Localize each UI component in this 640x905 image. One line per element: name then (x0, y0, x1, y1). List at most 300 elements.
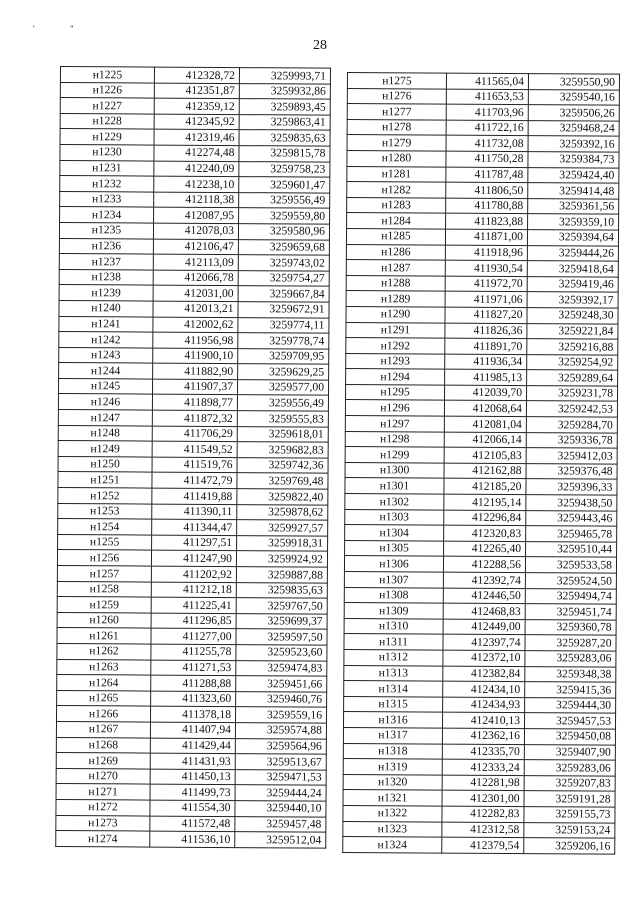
y-coordinate-cell: 3259758,23 (239, 161, 330, 177)
table-row (344, 618, 616, 635)
table-row (60, 113, 330, 130)
x-coordinate-cell: 412319,46 (154, 129, 239, 145)
y-coordinate-cell: 3259510,44 (526, 541, 617, 557)
coordinates-table-left (55, 66, 331, 848)
table-row (60, 82, 330, 99)
y-coordinate-cell: 3259993,71 (239, 68, 330, 84)
x-coordinate-cell: 412002,62 (153, 317, 238, 333)
table-row (347, 88, 619, 105)
x-coordinate-cell: 412382,84 (443, 666, 525, 682)
table-row (59, 222, 329, 239)
y-coordinate-cell: 3259580,96 (238, 224, 329, 240)
table-row (60, 129, 330, 146)
table-row (58, 472, 328, 489)
table-row (346, 369, 618, 386)
point-id-cell: н1270 (56, 768, 150, 784)
y-coordinate-cell: 3259283,06 (525, 651, 616, 667)
table-row (59, 347, 329, 364)
x-coordinate-cell: 412434,93 (443, 697, 525, 713)
x-coordinate-cell: 412066,78 (153, 270, 238, 286)
point-id-cell: н1312 (344, 649, 443, 665)
x-coordinate-cell: 412333,24 (442, 759, 524, 775)
point-id-cell: н1272 (56, 799, 150, 815)
table-row (347, 213, 619, 230)
point-id-cell: н1228 (60, 113, 154, 129)
point-id-cell: н1238 (59, 269, 153, 285)
x-coordinate-cell: 411972,70 (445, 276, 527, 292)
point-id-cell: н1314 (344, 681, 443, 697)
y-coordinate-cell: 3259283,06 (524, 760, 615, 776)
point-id-cell: н1258 (57, 581, 151, 597)
point-id-cell: н1310 (344, 618, 443, 634)
point-id-cell: н1257 (57, 565, 151, 581)
table-row (56, 768, 326, 785)
x-coordinate-cell: 412312,58 (442, 822, 524, 838)
x-coordinate-cell: 412397,74 (443, 634, 525, 650)
table-row (345, 384, 617, 401)
y-coordinate-cell: 3259465,78 (526, 526, 617, 542)
point-id-cell: н1247 (58, 410, 152, 426)
x-coordinate-cell: 412372,10 (443, 650, 525, 666)
y-coordinate-cell: 3259774,11 (238, 317, 329, 333)
table-row (59, 363, 329, 380)
table-row (344, 681, 616, 698)
x-coordinate-cell: 411431,93 (150, 753, 235, 769)
point-id-cell: н1271 (56, 784, 150, 800)
table-row (60, 160, 330, 177)
x-coordinate-cell: 412328,72 (154, 67, 239, 83)
x-coordinate-cell: 411732,08 (446, 135, 528, 151)
point-id-cell: н1250 (58, 456, 152, 472)
x-coordinate-cell: 411519,76 (152, 457, 237, 473)
table-row (58, 394, 328, 411)
table-row (57, 628, 327, 645)
y-coordinate-cell: 3259359,10 (528, 214, 619, 230)
x-coordinate-cell: 411872,32 (152, 410, 237, 426)
y-coordinate-cell: 3259457,48 (235, 816, 326, 832)
x-coordinate-cell: 411565,04 (446, 73, 528, 89)
table-row (56, 737, 326, 754)
y-coordinate-cell: 3259424,40 (528, 167, 619, 183)
table-row (345, 494, 617, 511)
scan-mark: " (70, 24, 74, 34)
x-coordinate-cell: 411930,54 (445, 260, 527, 276)
table-row (60, 98, 330, 115)
table-row (345, 478, 617, 495)
table-row (57, 675, 327, 692)
y-coordinate-cell: 3259153,24 (524, 822, 615, 838)
point-id-cell: н1234 (60, 207, 154, 223)
x-coordinate-cell: 412238,10 (154, 176, 239, 192)
table-row (57, 565, 327, 582)
y-coordinate-cell: 3259863,41 (239, 114, 330, 130)
x-coordinate-cell: 411722,16 (446, 120, 528, 136)
point-id-cell: н1276 (347, 88, 446, 104)
point-id-cell: н1300 (345, 462, 444, 478)
x-coordinate-cell: 412301,00 (442, 790, 524, 806)
y-coordinate-cell: 3259878,62 (237, 504, 328, 520)
table-row (58, 456, 328, 473)
point-id-cell: н1281 (347, 166, 446, 182)
point-id-cell: н1261 (57, 628, 151, 644)
x-coordinate-cell: 411827,20 (445, 307, 527, 323)
y-coordinate-cell: 3259601,47 (239, 177, 330, 193)
y-coordinate-cell: 3259460,76 (236, 691, 327, 707)
x-coordinate-cell: 412335,70 (442, 744, 524, 760)
y-coordinate-cell: 3259815,78 (239, 146, 330, 162)
x-coordinate-cell: 411823,88 (446, 213, 528, 229)
table-row (56, 784, 326, 801)
y-coordinate-cell: 3259419,46 (527, 276, 618, 292)
y-coordinate-cell: 3259348,38 (525, 666, 616, 682)
table-row (346, 338, 618, 355)
table-row (343, 774, 615, 791)
table-row (345, 540, 617, 557)
y-coordinate-cell: 3259474,83 (236, 660, 327, 676)
y-coordinate-cell: 3259191,28 (524, 791, 615, 807)
table-row (58, 410, 328, 427)
y-coordinate-cell: 3259743,02 (238, 255, 329, 271)
point-id-cell: н1289 (346, 291, 445, 307)
point-id-cell: н1267 (56, 721, 150, 737)
table-row (343, 790, 615, 807)
x-coordinate-cell: 411750,28 (446, 151, 528, 167)
point-id-cell: н1283 (347, 197, 446, 213)
table-row (343, 759, 615, 776)
table-row (343, 712, 615, 729)
y-coordinate-cell: 3259412,03 (526, 448, 617, 464)
x-coordinate-cell: 411891,70 (445, 338, 527, 354)
point-id-cell: н1292 (346, 338, 445, 354)
x-coordinate-cell: 412392,74 (443, 572, 525, 588)
x-coordinate-cell: 411277,00 (151, 628, 236, 644)
y-coordinate-cell: 3259667,84 (238, 286, 329, 302)
y-coordinate-cell: 3259742,36 (237, 457, 328, 473)
y-coordinate-cell: 3259451,66 (236, 676, 327, 692)
y-coordinate-cell: 3259242,53 (526, 401, 617, 417)
table-row (344, 587, 616, 604)
table-row (57, 581, 327, 598)
x-coordinate-cell: 411871,00 (445, 229, 527, 245)
point-id-cell: н1226 (60, 82, 154, 98)
table-row (57, 690, 327, 707)
table-row (59, 285, 329, 302)
point-id-cell: н1273 (56, 815, 150, 831)
y-coordinate-cell: 3259457,53 (524, 713, 615, 729)
table-row (58, 378, 328, 395)
point-id-cell: н1306 (344, 556, 443, 572)
table-row (344, 696, 616, 713)
x-coordinate-cell: 412410,13 (442, 712, 524, 728)
table-row (59, 316, 329, 333)
point-id-cell: н1301 (345, 478, 444, 494)
x-coordinate-cell: 412087,95 (154, 207, 239, 223)
table-row (58, 519, 328, 536)
x-coordinate-cell: 411297,51 (152, 535, 237, 551)
x-coordinate-cell: 412434,10 (443, 681, 525, 697)
y-coordinate-cell: 3259450,08 (524, 729, 615, 745)
x-coordinate-cell: 411271,53 (151, 660, 236, 676)
table-row (57, 612, 327, 629)
y-coordinate-cell: 3259524,50 (525, 573, 616, 589)
x-coordinate-cell: 412185,20 (444, 479, 526, 495)
table-row (59, 332, 329, 349)
y-coordinate-cell: 3259440,10 (235, 800, 326, 816)
x-coordinate-cell: 412281,98 (442, 775, 524, 791)
point-id-cell: н1240 (59, 300, 153, 316)
y-coordinate-cell: 3259887,88 (236, 567, 327, 583)
y-coordinate-cell: 3259231,78 (526, 385, 617, 401)
table-row (56, 815, 326, 832)
point-id-cell: н1280 (347, 150, 446, 166)
table-row (346, 228, 618, 245)
y-coordinate-cell: 3259418,64 (527, 261, 618, 277)
x-coordinate-cell: 411653,53 (446, 89, 528, 105)
y-coordinate-cell: 3259287,20 (525, 635, 616, 651)
y-coordinate-cell: 3259396,33 (526, 479, 617, 495)
point-id-cell: н1315 (344, 696, 443, 712)
x-coordinate-cell: 411247,90 (151, 550, 236, 566)
table-row (344, 571, 616, 588)
point-id-cell: н1230 (60, 144, 154, 160)
y-coordinate-cell: 3259360,78 (525, 619, 616, 635)
table-row (60, 191, 330, 208)
x-coordinate-cell: 411554,30 (150, 800, 235, 816)
table-row (57, 597, 327, 614)
point-id-cell: н1322 (343, 805, 442, 821)
table-row (347, 150, 619, 167)
y-coordinate-cell: 3259822,40 (237, 489, 328, 505)
y-coordinate-cell: 3259155,73 (524, 807, 615, 823)
table-row (57, 659, 327, 676)
x-coordinate-cell: 411378,18 (150, 706, 235, 722)
table-body (343, 73, 620, 854)
x-coordinate-cell: 411202,92 (151, 566, 236, 582)
point-id-cell: н1241 (59, 316, 153, 332)
x-coordinate-cell: 411390,11 (152, 504, 237, 520)
table-row (343, 727, 615, 744)
table-row (344, 665, 616, 682)
point-id-cell: н1229 (60, 129, 154, 145)
x-coordinate-cell: 411549,52 (152, 441, 237, 457)
x-coordinate-cell: 412362,16 (442, 728, 524, 744)
y-coordinate-cell: 3259444,26 (527, 245, 618, 261)
table-row (347, 166, 619, 183)
y-coordinate-cell: 3259835,63 (239, 130, 330, 146)
table-row (343, 837, 615, 854)
x-coordinate-cell: 411429,44 (150, 738, 235, 754)
table-row (345, 431, 617, 448)
point-id-cell: н1245 (58, 378, 152, 394)
y-coordinate-cell: 3259533,58 (525, 557, 616, 573)
y-coordinate-cell: 3259248,30 (527, 308, 618, 324)
y-coordinate-cell: 3259506,26 (528, 105, 619, 121)
x-coordinate-cell: 411255,78 (151, 644, 236, 660)
y-coordinate-cell: 3259927,57 (237, 520, 328, 536)
table-row (346, 306, 618, 323)
x-coordinate-cell: 411787,48 (446, 167, 528, 183)
y-coordinate-cell: 3259550,90 (528, 74, 619, 90)
y-coordinate-cell: 3259376,48 (526, 463, 617, 479)
point-id-cell: н1242 (59, 332, 153, 348)
table-row (346, 353, 618, 370)
x-coordinate-cell: 411225,41 (151, 597, 236, 613)
table-row (345, 416, 617, 433)
table-row (58, 441, 328, 458)
table-row (345, 525, 617, 542)
point-id-cell: н1318 (343, 743, 442, 759)
y-coordinate-cell: 3259494,74 (525, 588, 616, 604)
y-coordinate-cell: 3259682,83 (237, 442, 328, 458)
x-coordinate-cell: 411918,96 (445, 245, 527, 261)
table-row (56, 706, 326, 723)
point-id-cell: н1275 (347, 73, 446, 89)
point-id-cell: н1291 (346, 322, 445, 338)
table-row (56, 799, 326, 816)
table-row (344, 603, 616, 620)
point-id-cell: н1251 (58, 472, 152, 488)
y-coordinate-cell: 3259556,49 (237, 395, 328, 411)
y-coordinate-cell: 3259407,90 (524, 744, 615, 760)
x-coordinate-cell: 412274,48 (154, 145, 239, 161)
table-row (58, 534, 328, 551)
point-id-cell: н1248 (58, 425, 152, 441)
point-id-cell: н1262 (57, 643, 151, 659)
point-id-cell: н1264 (57, 675, 151, 691)
table-row (343, 821, 615, 838)
point-id-cell: н1260 (57, 612, 151, 628)
table-row (345, 509, 617, 526)
y-coordinate-cell: 3259206,16 (524, 838, 615, 854)
x-coordinate-cell: 412449,00 (443, 619, 525, 635)
table-row (56, 753, 326, 770)
x-coordinate-cell: 411882,90 (153, 363, 238, 379)
y-coordinate-cell: 3259574,88 (235, 723, 326, 739)
table-row (346, 244, 618, 261)
x-coordinate-cell: 412320,83 (444, 525, 526, 541)
point-id-cell: н1285 (346, 228, 445, 244)
x-coordinate-cell: 411323,60 (151, 691, 236, 707)
point-id-cell: н1286 (346, 244, 445, 260)
y-coordinate-cell: 3259932,86 (239, 83, 330, 99)
table-row (58, 425, 328, 442)
x-coordinate-cell: 411900,10 (153, 348, 238, 364)
point-id-cell: н1297 (345, 416, 444, 432)
table-row (347, 197, 619, 214)
x-coordinate-cell: 412068,64 (444, 401, 526, 417)
x-coordinate-cell: 412066,14 (444, 432, 526, 448)
point-id-cell: н1243 (59, 347, 153, 363)
table-row (347, 182, 619, 199)
table-row (60, 176, 330, 193)
point-id-cell: н1321 (343, 790, 442, 806)
y-coordinate-cell: 3259564,96 (235, 738, 326, 754)
point-id-cell: н1284 (347, 213, 446, 229)
y-coordinate-cell: 3259523,60 (236, 645, 327, 661)
y-coordinate-cell: 3259767,50 (236, 598, 327, 614)
point-id-cell: н1227 (60, 98, 154, 114)
point-id-cell: н1246 (58, 394, 152, 410)
point-id-cell: н1265 (57, 690, 151, 706)
y-coordinate-cell: 3259471,53 (235, 769, 326, 785)
x-coordinate-cell: 412105,83 (444, 447, 526, 463)
x-coordinate-cell: 411898,77 (152, 395, 237, 411)
table-row (347, 119, 619, 136)
y-coordinate-cell: 3259778,74 (238, 333, 329, 349)
point-id-cell: н1308 (344, 587, 443, 603)
table-row (343, 743, 615, 760)
table-row (56, 831, 326, 848)
x-coordinate-cell: 412031,00 (153, 285, 238, 301)
point-id-cell: н1319 (343, 759, 442, 775)
point-id-cell: н1255 (58, 534, 152, 550)
x-coordinate-cell: 412118,38 (154, 192, 239, 208)
point-id-cell: н1307 (344, 571, 443, 587)
x-coordinate-cell: 411212,18 (151, 582, 236, 598)
point-id-cell: н1317 (343, 727, 442, 743)
y-coordinate-cell: 3259438,50 (526, 495, 617, 511)
x-coordinate-cell: 412106,47 (153, 239, 238, 255)
x-coordinate-cell: 411288,88 (151, 675, 236, 691)
y-coordinate-cell: 3259597,50 (236, 629, 327, 645)
point-id-cell: н1293 (346, 353, 445, 369)
coordinates-table-right (342, 72, 620, 854)
point-id-cell: н1305 (345, 540, 444, 556)
y-coordinate-cell: 3259336,78 (526, 432, 617, 448)
table-row (59, 238, 329, 255)
point-id-cell: н1323 (343, 821, 442, 837)
x-coordinate-cell: 412359,12 (154, 98, 239, 114)
table-row (347, 135, 619, 152)
x-coordinate-cell: 411499,73 (150, 784, 235, 800)
table-row (60, 144, 330, 161)
y-coordinate-cell: 3259415,36 (525, 682, 616, 698)
x-coordinate-cell: 411907,37 (152, 379, 237, 395)
point-id-cell: н1279 (347, 135, 446, 151)
x-coordinate-cell: 411536,10 (150, 831, 235, 847)
x-coordinate-cell: 411971,06 (445, 291, 527, 307)
point-id-cell: н1231 (60, 160, 154, 176)
scan-mark: ' (33, 24, 35, 34)
table-row (344, 649, 616, 666)
x-coordinate-cell: 411450,13 (150, 769, 235, 785)
y-coordinate-cell: 3259513,67 (235, 754, 326, 770)
point-id-cell: н1316 (343, 712, 442, 728)
y-coordinate-cell: 3259284,70 (526, 417, 617, 433)
point-id-cell: н1237 (59, 254, 153, 270)
point-id-cell: н1287 (346, 260, 445, 276)
point-id-cell: н1252 (58, 488, 152, 504)
point-id-cell: н1294 (346, 369, 445, 385)
x-coordinate-cell: 411985,13 (445, 369, 527, 385)
x-coordinate-cell: 411806,50 (446, 182, 528, 198)
x-coordinate-cell: 411344,47 (152, 519, 237, 535)
y-coordinate-cell: 3259559,16 (235, 707, 326, 723)
y-coordinate-cell: 3259918,31 (237, 535, 328, 551)
table-row (59, 300, 329, 317)
table-row (347, 104, 619, 121)
y-coordinate-cell: 3259444,24 (235, 785, 326, 801)
y-coordinate-cell: 3259555,83 (237, 411, 328, 427)
y-coordinate-cell: 3259512,04 (235, 832, 326, 848)
y-coordinate-cell: 3259699,37 (236, 613, 327, 629)
page-number: 28 (313, 38, 327, 53)
point-id-cell: н1254 (58, 519, 152, 535)
x-coordinate-cell: 412288,56 (443, 557, 525, 573)
y-coordinate-cell: 3259221,84 (527, 323, 618, 339)
x-coordinate-cell: 411472,79 (152, 473, 237, 489)
y-coordinate-cell: 3259361,56 (528, 198, 619, 214)
